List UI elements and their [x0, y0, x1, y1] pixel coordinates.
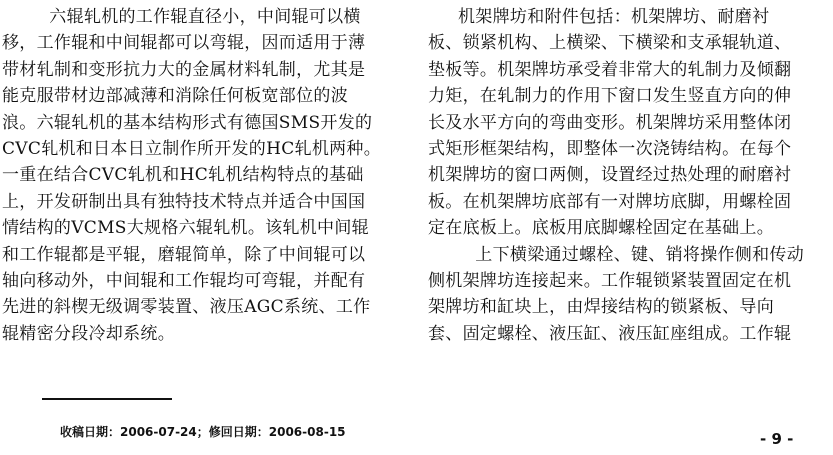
text-line: 移，工作辊和中间辊都可以弯辊，因而适用于薄 [2, 33, 366, 54]
text-line: 一重在结合CVC轧机和HC轧机结构特点的基础 [2, 165, 364, 186]
text-line: 上，开发研制出具有独特技术特点并适合中国国 [2, 191, 366, 212]
text-line: 上下横梁通过螺栓、键、销将操作侧和传动 [458, 244, 804, 265]
text-line: 带材轧制和变形抗力大的金属材料轧制，尤其是 [2, 59, 366, 80]
text-line: 力矩，在轧制力的作用下窗口发生竖直方向的伸 [428, 86, 792, 107]
text-line: 和工作辊都是平辊，磨辊简单，除了中间辊可以 [2, 244, 366, 265]
text-line: 垫板等。机架牌坊承受着非常大的轧制力及倾翻 [428, 59, 792, 80]
text-line: 浪。六辊轧机的基本结构形式有德国SMS开发的 [2, 112, 373, 133]
footnote-divider [42, 398, 172, 400]
page-number: - 9 - [760, 430, 794, 448]
text-line: 机架牌坊的窗口两侧，设置经过热处理的耐磨衬 [428, 165, 792, 186]
text-line: 架牌坊和缸块上，由焊接结构的锁紧板、导向 [428, 297, 774, 318]
text-line: 板。在机架牌坊底部有一对牌坊底脚，用螺栓固 [428, 191, 792, 212]
text-line: 机架牌坊和附件包括：机架牌坊、耐磨衬 [458, 7, 770, 27]
text-line: 轴向移动外，中间辊和工作辊均可弯辊，并配有 [2, 271, 366, 292]
text-line: 定在底板上。底板用底脚螺栓固定在基础上。 [428, 218, 774, 239]
text-line: 套、固定螺栓、液压缸、液压缸座组成。工作辊 [428, 323, 792, 344]
text-line: CVC轧机和日本日立制作所开发的HC轧机两种。 [2, 139, 382, 160]
text-line: 情结构的VCMS大规格六辊轧机。该轧机中间辊 [2, 218, 369, 239]
text-line: 六辊轧机的工作辊直径小，中间辊可以横 [32, 7, 361, 27]
text-line: 侧机架牌坊连接起来。工作辊锁紧装置固定在机 [428, 271, 792, 292]
left-column-text [2, 4, 408, 347]
received-revised-date-footnote: 收稿日期：2006-07-24；修回日期：2006-08-15 [60, 425, 346, 439]
text-line: 板、锁紧机构、上横梁、下横梁和支承辊轨道、 [428, 33, 792, 54]
text-line: 式矩形框架结构，即整体一次浇铸结构。在每个 [428, 139, 792, 160]
text-line: 能克服带材边部减薄和消除任何板宽部位的波 [2, 86, 348, 107]
text-line: 长及水平方向的弯曲变形。机架牌坊采用整体闭 [428, 112, 792, 133]
text-line: 先进的斜楔无级调零装置、液压AGC系统、工作 [2, 297, 371, 318]
text-line: 辊精密分段冷却系统。 [2, 323, 175, 344]
right-column-text [428, 4, 822, 347]
